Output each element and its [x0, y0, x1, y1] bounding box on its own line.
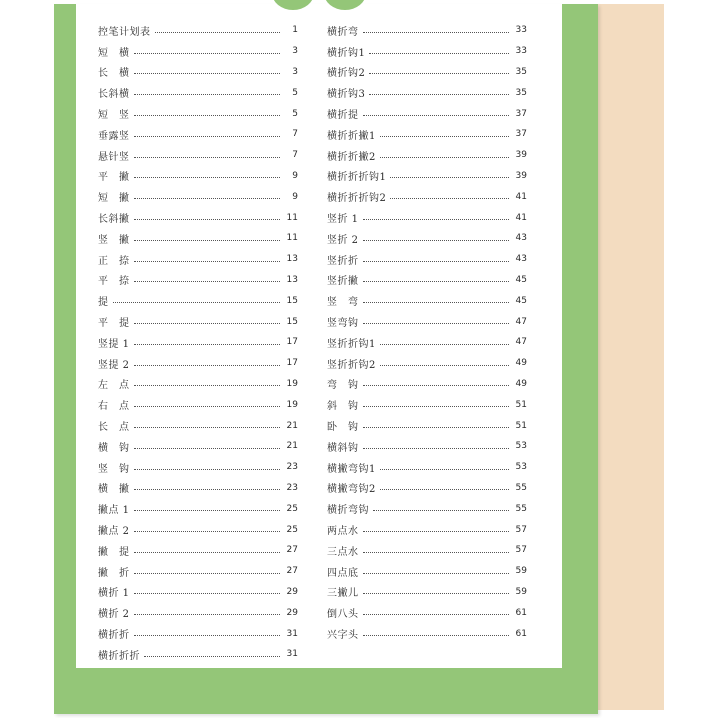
- toc-entry: [98, 82, 298, 103]
- toc-entry: [327, 311, 527, 332]
- toc-entry-page-number: 17: [286, 358, 298, 369]
- toc-entry-title: 弯 钩: [327, 380, 359, 392]
- toc-entry: [327, 436, 527, 457]
- dot-leader: [363, 240, 509, 241]
- toc-entry-page-number: 11: [286, 212, 298, 223]
- toc-entry-page-number: 49: [515, 358, 527, 369]
- dot-leader: [134, 510, 280, 511]
- dot-leader: [369, 94, 509, 95]
- dot-leader: [134, 344, 280, 345]
- toc-entry-title: 垂露竖: [98, 130, 130, 142]
- toc-entry-page-number: 5: [292, 87, 298, 98]
- toc-entry: [327, 249, 527, 270]
- toc-entry-page-number: 55: [515, 482, 527, 493]
- toc-entry-page-number: 11: [286, 233, 298, 244]
- dot-leader: [363, 427, 510, 428]
- toc-entry-title: 卧 钩: [327, 422, 359, 434]
- dot-leader: [363, 219, 509, 220]
- toc-entry: [98, 249, 298, 270]
- dot-leader: [134, 531, 280, 532]
- dot-leader: [363, 406, 510, 407]
- dot-leader: [134, 365, 280, 366]
- toc-entry: [98, 457, 298, 478]
- toc-entry-page-number: 3: [292, 66, 298, 77]
- toc-entry: [327, 62, 527, 83]
- dot-leader: [380, 489, 509, 490]
- toc-entry: [327, 20, 527, 41]
- toc-right-column: [327, 20, 527, 644]
- toc-entry-page-number: 33: [515, 25, 527, 36]
- dot-leader: [134, 489, 281, 490]
- dot-leader: [363, 531, 510, 532]
- toc-entry-page-number: 35: [515, 87, 527, 98]
- toc-entry-title: 竖折折: [327, 255, 359, 267]
- dot-leader: [134, 157, 281, 158]
- toc-entry: [98, 540, 298, 561]
- toc-entry-title: 长斜横: [98, 89, 130, 101]
- toc-entry: [98, 644, 298, 665]
- toc-entry-page-number: 3: [292, 46, 298, 57]
- toc-entry-page-number: 1: [292, 25, 298, 36]
- toc-entry: [327, 353, 527, 374]
- toc-entry: [327, 623, 527, 644]
- toc-entry-title: 竖折折钩1: [327, 338, 376, 350]
- toc-entry-title: 竖 弯: [327, 297, 359, 309]
- toc-entry-page-number: 35: [515, 66, 527, 77]
- dot-leader: [113, 302, 281, 303]
- dot-leader: [390, 177, 509, 178]
- toc-entry-page-number: 57: [515, 545, 527, 556]
- toc-entry-page-number: 59: [515, 566, 527, 577]
- toc-entry-title: 短 撇: [98, 193, 130, 205]
- dot-leader: [134, 240, 281, 241]
- toc-entry-title: 撇点 2: [98, 526, 130, 538]
- toc-entry-title: 竖折 2: [327, 234, 359, 246]
- toc-entry-title: 横折钩2: [327, 68, 366, 80]
- toc-entry-title: 横 撇: [98, 484, 130, 496]
- toc-entry-title: 短 横: [98, 47, 130, 59]
- toc-entry-title: 横折折折钩1: [327, 172, 387, 184]
- dot-leader: [363, 614, 510, 615]
- toc-entry-page-number: 29: [286, 607, 298, 618]
- toc-entry-title: 横折 2: [98, 609, 130, 621]
- toc-entry-title: 竖弯钩: [327, 318, 359, 330]
- dot-leader: [369, 53, 509, 54]
- toc-entry-title: 长 横: [98, 68, 130, 80]
- cover-tab-right: [324, 0, 366, 10]
- dot-leader: [134, 593, 280, 594]
- dot-leader: [363, 302, 510, 303]
- toc-entry: [327, 290, 527, 311]
- dot-leader: [363, 448, 510, 449]
- toc-entry-title: 横折钩3: [327, 89, 366, 101]
- toc-entry: [327, 41, 527, 62]
- toc-entry-page-number: 25: [286, 524, 298, 535]
- toc-entry: [327, 478, 527, 499]
- dot-leader: [134, 115, 281, 116]
- toc-entry-page-number: 57: [515, 524, 527, 535]
- dot-leader: [380, 157, 509, 158]
- toc-entry: [98, 145, 298, 166]
- toc-entry: [327, 124, 527, 145]
- toc-entry-page-number: 9: [292, 191, 298, 202]
- toc-entry-title: 横 钩: [98, 442, 130, 454]
- toc-entry-title: 两点水: [327, 526, 359, 538]
- toc-entry-title: 平 撇: [98, 172, 130, 184]
- toc-entry: [327, 82, 527, 103]
- toc-entry-page-number: 45: [515, 274, 527, 285]
- toc-entry-title: 长 点: [98, 422, 130, 434]
- toc-entry-page-number: 47: [515, 316, 527, 327]
- toc-entry-page-number: 45: [515, 295, 527, 306]
- toc-entry-page-number: 31: [286, 628, 298, 639]
- toc-entry: [98, 478, 298, 499]
- toc-entry-page-number: 43: [515, 254, 527, 265]
- toc-entry-title: 横斜钩: [327, 442, 359, 454]
- toc-entry: [327, 561, 527, 582]
- toc-entry-page-number: 15: [286, 295, 298, 306]
- toc-entry-title: 横折折撇2: [327, 151, 376, 163]
- toc-entry: [327, 394, 527, 415]
- dot-leader: [134, 469, 281, 470]
- dot-leader: [369, 73, 509, 74]
- toc-entry-title: 三撇儿: [327, 588, 359, 600]
- toc-entry: [98, 582, 298, 603]
- toc-entry: [98, 207, 298, 228]
- dot-leader: [363, 593, 510, 594]
- toc-entry: [327, 103, 527, 124]
- toc-entry: [98, 270, 298, 291]
- toc-entry-title: 撇点 1: [98, 505, 130, 517]
- toc-entry-page-number: 7: [292, 129, 298, 140]
- toc-entry: [98, 436, 298, 457]
- toc-entry-page-number: 49: [515, 378, 527, 389]
- toc-entry-title: 平 捺: [98, 276, 130, 288]
- toc-entry-title: 左 点: [98, 380, 130, 392]
- toc-entry-page-number: 51: [515, 420, 527, 431]
- toc-entry-title: 四点底: [327, 567, 359, 579]
- toc-entry-page-number: 41: [515, 191, 527, 202]
- toc-entry-page-number: 55: [515, 503, 527, 514]
- dot-leader: [134, 261, 281, 262]
- toc-entry-page-number: 47: [515, 337, 527, 348]
- toc-entry-page-number: 37: [515, 108, 527, 119]
- dot-leader: [380, 136, 509, 137]
- toc-entry-page-number: 41: [515, 212, 527, 223]
- toc-entry-page-number: 5: [292, 108, 298, 119]
- toc-entry: [98, 62, 298, 83]
- toc-entry-page-number: 27: [286, 545, 298, 556]
- toc-entry-title: 横折钩1: [327, 47, 366, 59]
- toc-entry: [327, 374, 527, 395]
- toc-entry-title: 兴字头: [327, 630, 359, 641]
- toc-entry-page-number: 27: [286, 566, 298, 577]
- toc-entry-page-number: 17: [286, 337, 298, 348]
- toc-entry: [327, 582, 527, 603]
- dot-leader: [144, 656, 280, 657]
- toc-entry-title: 横撇弯钩2: [327, 484, 376, 496]
- dot-leader: [380, 344, 509, 345]
- toc-entry: [98, 124, 298, 145]
- toc-entry-title: 倒八头: [327, 609, 359, 621]
- dot-leader: [380, 469, 509, 470]
- toc-entry: [327, 186, 527, 207]
- toc-entry-page-number: 25: [286, 503, 298, 514]
- toc-entry: [327, 540, 527, 561]
- toc-entry: [327, 207, 527, 228]
- dot-leader: [363, 281, 510, 282]
- toc-entry-title: 竖折撇: [327, 276, 359, 288]
- toc-entry: [98, 166, 298, 187]
- toc-entry-title: 撇 折: [98, 567, 130, 579]
- toc-entry-title: 平 提: [98, 318, 130, 330]
- toc-entry-page-number: 23: [286, 482, 298, 493]
- toc-entry: [327, 166, 527, 187]
- dot-leader: [134, 177, 281, 178]
- toc-left-column: [98, 20, 298, 665]
- toc-entry-title: 横折折折: [98, 650, 140, 662]
- toc-entry-title: 竖提 1: [98, 338, 130, 350]
- toc-entry-title: 横折弯钩: [327, 505, 369, 517]
- toc-entry-title: 竖提 2: [98, 359, 130, 371]
- toc-entry-title: 控笔计划表: [98, 26, 151, 38]
- toc-entry: [98, 103, 298, 124]
- toc-entry-title: 竖 撇: [98, 234, 130, 246]
- toc-entry: [98, 290, 298, 311]
- dot-leader: [134, 635, 281, 636]
- toc-entry-title: 短 竖: [98, 110, 130, 122]
- dot-leader: [134, 94, 281, 95]
- dot-leader: [134, 406, 281, 407]
- dot-leader: [134, 427, 281, 428]
- toc-entry-page-number: 13: [286, 254, 298, 265]
- toc-entry-title: 横折折撇1: [327, 130, 376, 142]
- toc-entry: [98, 374, 298, 395]
- toc-entry: [98, 561, 298, 582]
- toc-entry-page-number: 39: [515, 170, 527, 181]
- toc-entry: [327, 498, 527, 519]
- toc-entry-title: 正 捺: [98, 255, 130, 267]
- toc-entry-page-number: 53: [515, 441, 527, 452]
- dot-leader: [363, 385, 510, 386]
- dot-leader: [134, 281, 281, 282]
- toc-entry-title: 竖折折钩2: [327, 359, 376, 371]
- toc-entry-page-number: 51: [515, 399, 527, 410]
- toc-entry: [98, 623, 298, 644]
- dot-leader: [134, 136, 281, 137]
- toc-entry-title: 横折折: [98, 630, 130, 641]
- dot-leader: [155, 32, 281, 33]
- toc-entry-title: 撇 提: [98, 546, 130, 558]
- toc-entry-title: 提: [98, 297, 109, 309]
- toc-entry-page-number: 39: [515, 150, 527, 161]
- toc-entry-title: 横折折折钩2: [327, 193, 387, 205]
- toc-entry-title: 横撇弯钩1: [327, 463, 376, 475]
- toc-entry: [327, 415, 527, 436]
- toc-entry-title: 横折 1: [98, 588, 130, 600]
- dot-leader: [363, 635, 510, 636]
- dot-leader: [134, 198, 281, 199]
- toc-entry: [327, 228, 527, 249]
- toc-entry: [98, 20, 298, 41]
- toc-page: [76, 4, 562, 668]
- dot-leader: [134, 552, 281, 553]
- dot-leader: [363, 323, 510, 324]
- toc-entry-page-number: 7: [292, 150, 298, 161]
- dot-leader: [390, 198, 509, 199]
- toc-entry-page-number: 61: [515, 607, 527, 618]
- toc-entry-page-number: 59: [515, 586, 527, 597]
- toc-entry-title: 右 点: [98, 401, 130, 413]
- dot-leader: [363, 32, 510, 33]
- toc-entry: [98, 332, 298, 353]
- cover-tab-left: [272, 0, 314, 10]
- toc-entry: [327, 270, 527, 291]
- toc-entry: [98, 498, 298, 519]
- toc-entry-page-number: 61: [515, 628, 527, 639]
- toc-entry-page-number: 31: [286, 649, 298, 660]
- toc-entry-title: 长斜撇: [98, 214, 130, 226]
- toc-entry: [327, 602, 527, 623]
- toc-entry-title: 横折提: [327, 110, 359, 122]
- toc-entry-title: 三点水: [327, 546, 359, 558]
- toc-entry-page-number: 21: [286, 441, 298, 452]
- dot-leader: [134, 73, 281, 74]
- dot-leader: [134, 219, 281, 220]
- toc-entry-title: 斜 钩: [327, 401, 359, 413]
- toc-entry-title: 竖 钩: [98, 463, 130, 475]
- toc-entry: [98, 41, 298, 62]
- dot-leader: [134, 573, 281, 574]
- toc-entry-page-number: 37: [515, 129, 527, 140]
- toc-entry: [98, 311, 298, 332]
- toc-entry-page-number: 19: [286, 399, 298, 410]
- toc-entry-page-number: 9: [292, 170, 298, 181]
- toc-entry-title: 悬针竖: [98, 151, 130, 163]
- toc-entry-title: 横折弯: [327, 26, 359, 38]
- dot-leader: [380, 365, 509, 366]
- dot-leader: [363, 573, 510, 574]
- toc-entry-page-number: 43: [515, 233, 527, 244]
- toc-entry: [98, 394, 298, 415]
- toc-entry: [98, 415, 298, 436]
- toc-entry-page-number: 15: [286, 316, 298, 327]
- toc-entry-page-number: 53: [515, 462, 527, 473]
- toc-entry-page-number: 33: [515, 46, 527, 57]
- toc-entry: [98, 186, 298, 207]
- dot-leader: [373, 510, 509, 511]
- dot-leader: [134, 53, 281, 54]
- dot-leader: [134, 323, 281, 324]
- toc-entry: [98, 228, 298, 249]
- toc-entry: [327, 519, 527, 540]
- toc-entry: [98, 519, 298, 540]
- toc-entry-page-number: 21: [286, 420, 298, 431]
- toc-entry-page-number: 23: [286, 462, 298, 473]
- toc-entry: [327, 332, 527, 353]
- toc-entry-page-number: 19: [286, 378, 298, 389]
- toc-entry: [98, 602, 298, 623]
- dot-leader: [363, 261, 510, 262]
- toc-entry: [98, 353, 298, 374]
- toc-entry: [327, 145, 527, 166]
- toc-entry-title: 竖折 1: [327, 214, 359, 226]
- dot-leader: [134, 448, 281, 449]
- dot-leader: [363, 115, 510, 116]
- toc-entry: [327, 457, 527, 478]
- toc-entry-page-number: 13: [286, 274, 298, 285]
- dot-leader: [134, 385, 281, 386]
- dot-leader: [363, 552, 510, 553]
- toc-entry-page-number: 29: [286, 586, 298, 597]
- dot-leader: [134, 614, 280, 615]
